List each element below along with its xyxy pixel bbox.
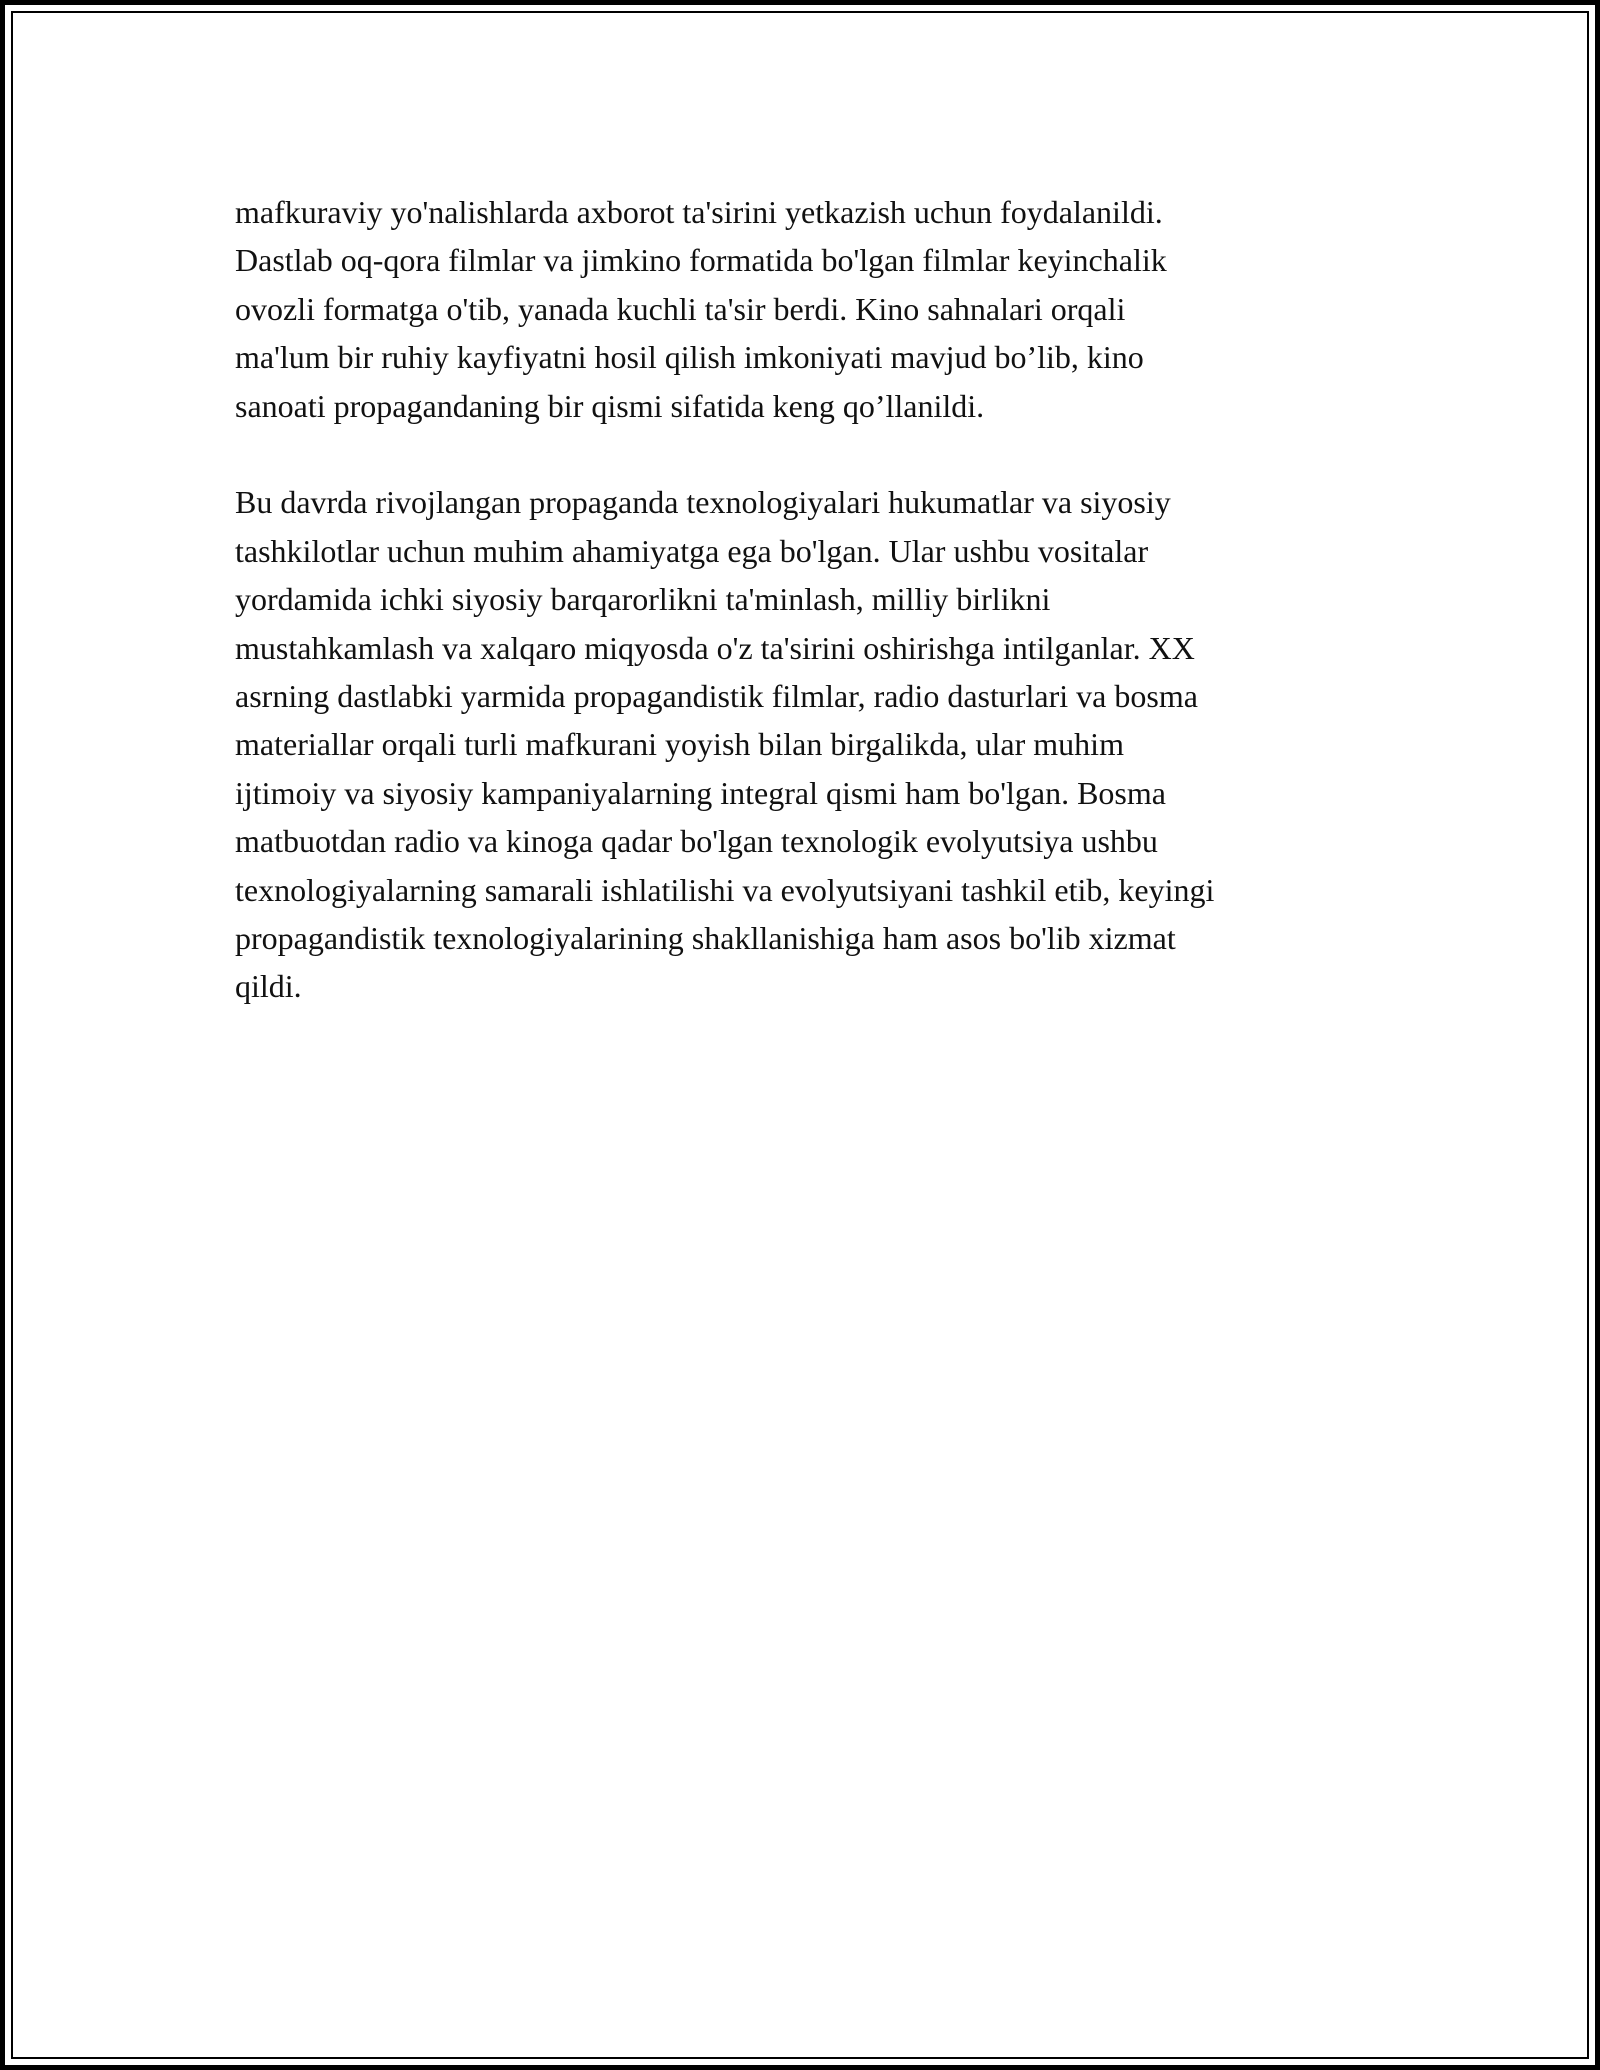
- text-line: Dastlab oq-qora filmlar va jimkino formatida bo'lgan filmlar keyinchalik: [235, 242, 1167, 279]
- text-line: mustahkamlash va xalqaro miqyosda o'z ta'sirini oshirishga intilganlar. XX: [235, 629, 1195, 666]
- text-line: ijtimoiy va siyosiy kampaniyalarning integral qismi ham bo'lgan. Bosma: [235, 774, 1166, 811]
- text-line: mafkuraviy yo'nalishlarda axborot ta'sirini yetkazish uchun foydalanildi.: [235, 194, 1163, 230]
- text-line: ma'lum bir ruhiy kayfiyatni hosil qilish imkoniyati mavjud bo’lib, kino: [235, 339, 1144, 376]
- text-line: asrning dastlabki yarmida propagandistik filmlar, radio dasturlari va bosma: [235, 678, 1198, 715]
- text-line: tashkilotlar uchun muhim ahamiyatga ega bo'lgan. Ular ushbu vositalar: [235, 532, 1149, 569]
- paragraph-1: [235, 188, 1360, 430]
- text-line: propagandistik texnologiyalarining shakllanishiga ham asos bo'lib xizmat: [235, 920, 1176, 957]
- text-line: sanoati propagandaning bir qismi sifatida keng qo’llanildi.: [235, 387, 985, 424]
- text-line: ovozli formatga o'tib, yanada kuchli ta'sir berdi. Kino sahnalari orqali: [235, 290, 1126, 327]
- paragraph-spacer: [235, 430, 1360, 478]
- text-line: qildi.: [235, 968, 302, 1005]
- text-line: yordamida ichki siyosiy barqarorlikni ta'minlash, milliy birlikni: [235, 581, 1051, 618]
- text-line: Bu davrda rivojlangan propaganda texnologiyalari hukumatlar va siyosiy: [235, 484, 1171, 521]
- text-line: materiallar orqali turli mafkurani yoyish bilan birgalikda, ular muhim: [235, 726, 1124, 763]
- document-body: [235, 188, 1360, 1011]
- text-line: matbuotdan radio va kinoga qadar bo'lgan texnologik evolyutsiya ushbu: [235, 823, 1158, 860]
- text-line: texnologiyalarning samarali ishlatilishi va evolyutsiyani tashkil etib, keyingi: [235, 871, 1215, 908]
- paragraph-2: [235, 478, 1360, 1010]
